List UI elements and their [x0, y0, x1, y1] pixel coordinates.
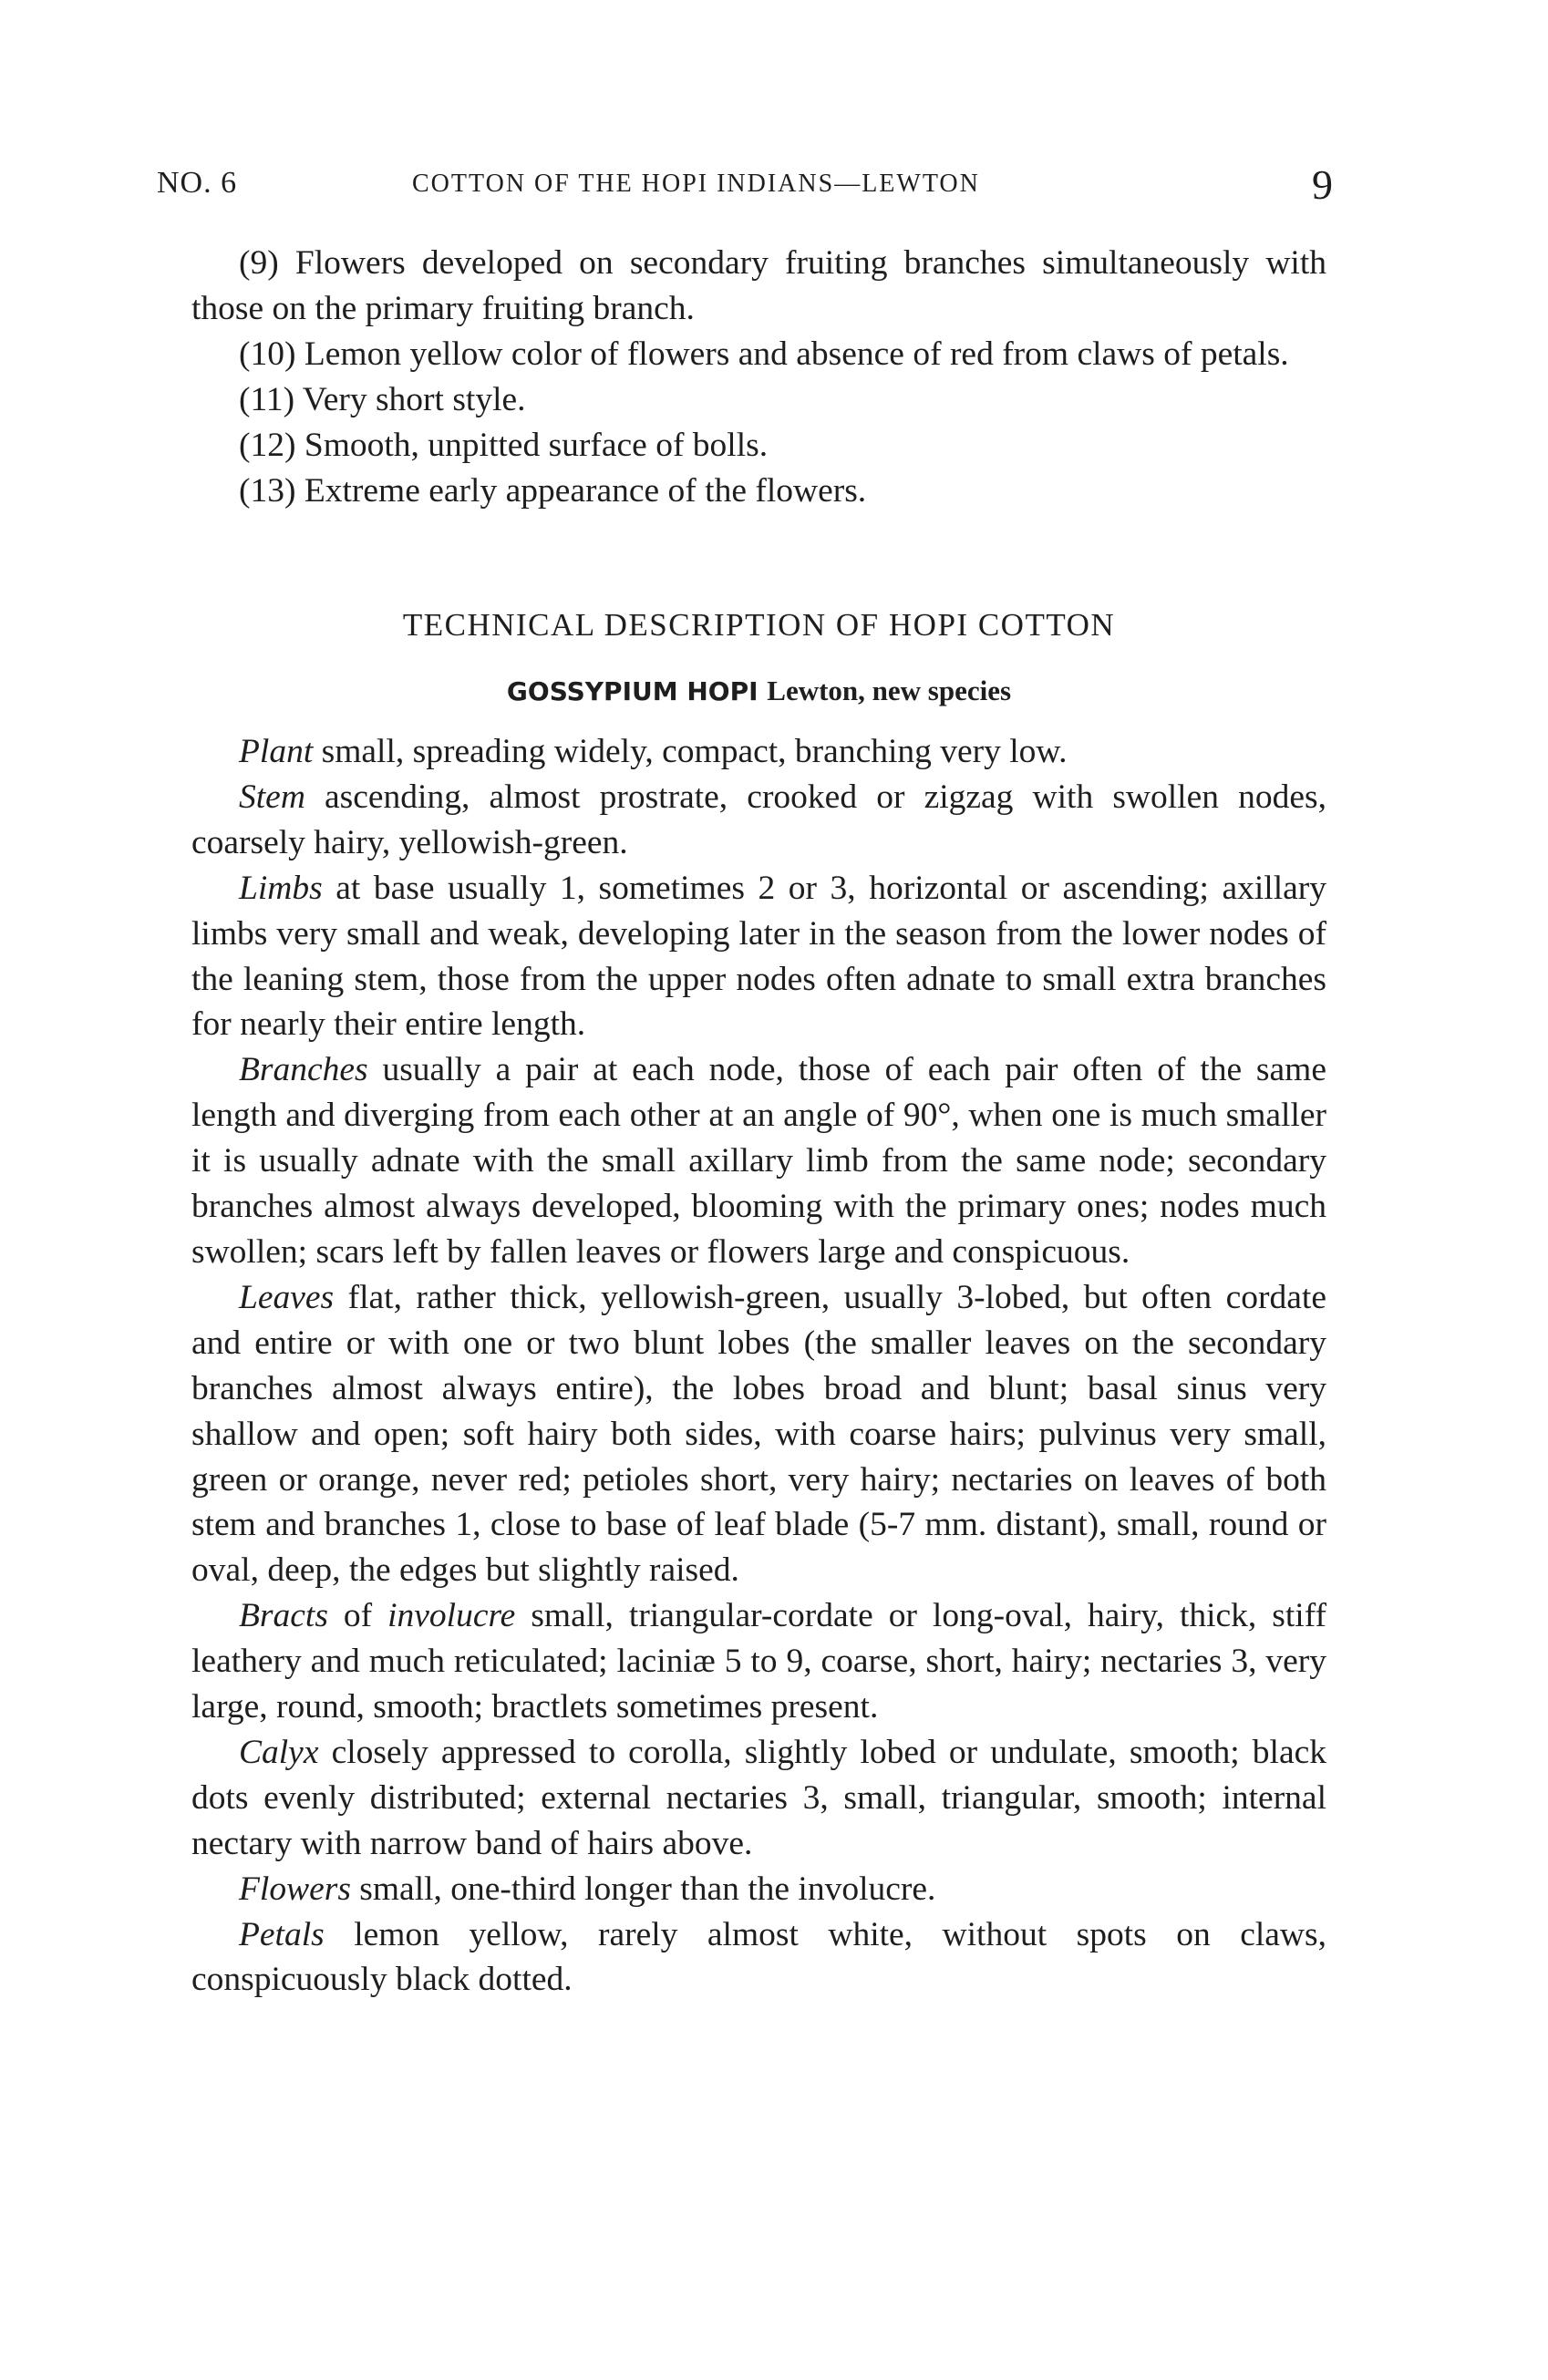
term: Plant — [239, 733, 314, 770]
page-number: 9 — [1312, 161, 1333, 208]
description-paragraph: Plant small, spreading widely, compact, branching very low. — [239, 733, 1068, 770]
description-paragraph: Stem ascending, almost prostrate, crooked or zigzag with swollen nodes, coarsely hairy, yellowish-green. — [191, 778, 1326, 861]
description-paragraph: Leaves flat, rather thick, yellowish-green, usually 3-lobed, but often cordate and entire or with one or two blunt lobes (the smaller leaves on the secondary branches almost always entire), the lobes broad and blunt; basal sinus very shallow and open; soft hairy both sides, with coarse hairs; pulvinus very small, green or orange, never red; petioles short, very hairy; nectaries on leaves of both stem and branches 1, close to base of leaf blade (5-7 mm. distant), small, round or oval, deep, the edges but slightly raised. — [191, 1278, 1326, 1590]
term: Calyx — [239, 1733, 319, 1771]
term: Leaves — [239, 1278, 335, 1316]
list-item: (10) Lemon yellow color of flowers and absence of red from claws of petals. — [239, 335, 1289, 373]
issue-number: NO. 6 — [157, 166, 238, 200]
running-title: COTTON OF THE HOPI INDIANS—LEWTON — [412, 170, 980, 198]
description-paragraph: Calyx closely appressed to corolla, slightly lobed or undulate, smooth; black dots evenly distributed; external nectaries 3, small, triangular, smooth; internal nectary with narrow band of hairs above. — [191, 1733, 1326, 1862]
term: Stem — [239, 778, 305, 816]
species-name: GOSSYPIUM HOPI — [506, 676, 759, 706]
technical-description — [191, 729, 1326, 2003]
running-head — [157, 160, 1333, 215]
term: Petals — [239, 1915, 325, 1953]
description-paragraph: Petals lemon yellow, rarely almost white, without spots on claws, conspicuously black dotted. — [191, 1915, 1326, 1999]
term: Bracts — [239, 1597, 328, 1635]
list-item: (13) Extreme early appearance of the flowers. — [239, 471, 867, 510]
term: involucre — [387, 1597, 516, 1635]
description-paragraph: Limbs at base usually 1, sometimes 2 or 3, horizontal or ascending; axillary limbs very small and weak, developing later in the season from the lower nodes of the leaning stem, those from the upper nodes often adnate to small extra branches for nearly their entire length. — [191, 869, 1326, 1044]
list-item: (11) Very short style. — [239, 380, 526, 418]
list-item: (9) Flowers developed on secondary fruiting branches simultaneously with those on the primary fruiting branch. — [191, 244, 1326, 327]
description-paragraph: Bracts of involucre small, triangular-cordate or long-oval, hairy, thick, stiff leathery and much reticulated; laciniæ 5 to 9, coarse, short, hairy; nectaries 3, very large, round, smooth; bractlets sometimes present. — [191, 1597, 1326, 1726]
term: Branches — [239, 1051, 368, 1089]
term: Limbs — [239, 869, 323, 907]
description-paragraph: Flowers small, one-third longer than the involucre. — [239, 1870, 936, 1908]
section-heading: TECHNICAL DESCRIPTION OF HOPI COTTON — [402, 607, 1116, 643]
description-paragraph: Branches usually a pair at each node, those of each pair often of the same length and diverging from each other at an angle of 90°, when one is much smaller it is usually adnate with the small axillary limb from the same node; secondary branches almost always developed, blooming with the primary ones; nodes much swollen; scars left by fallen leaves or flowers large and conspicuous. — [191, 1051, 1326, 1271]
numbered-list — [191, 241, 1326, 513]
term: Flowers — [239, 1870, 351, 1908]
species-authority: Lewton, new species — [767, 675, 1012, 706]
species-heading — [191, 675, 1326, 707]
list-item: (12) Smooth, unpitted surface of bolls. — [239, 426, 769, 464]
